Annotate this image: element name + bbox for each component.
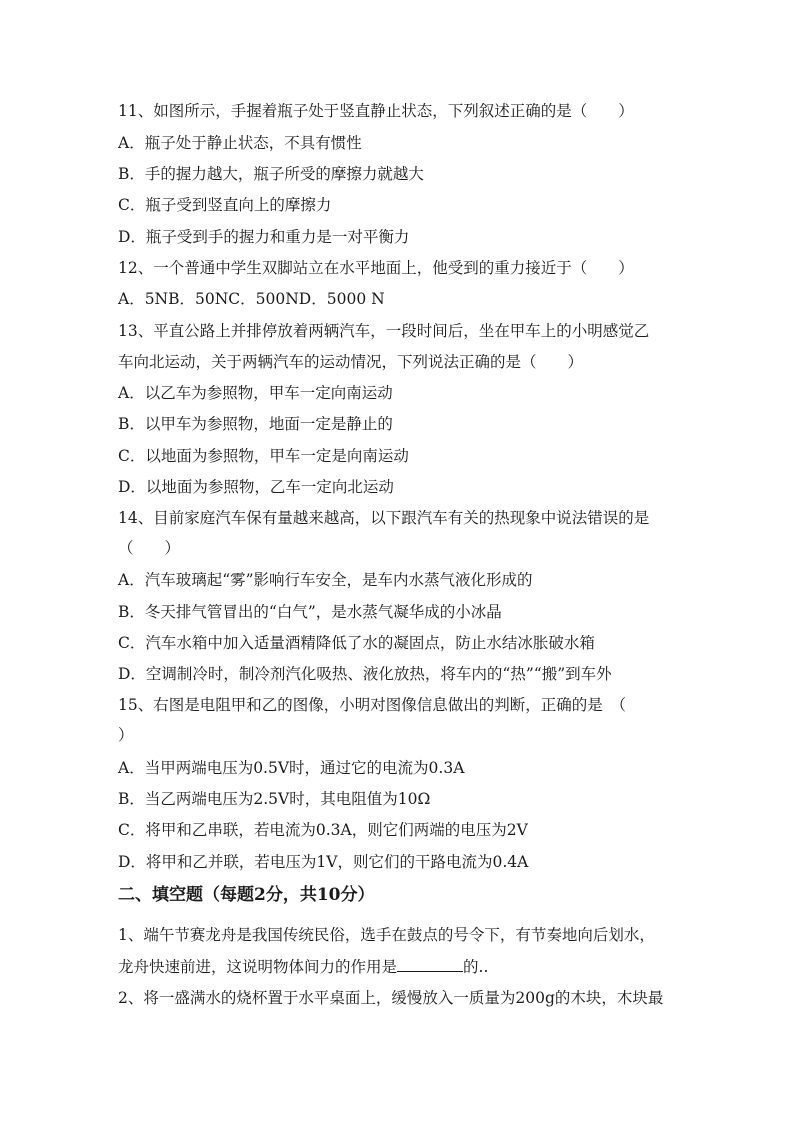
question-14-option-a: A．汽车玻璃起“雾”影响行车安全，是车内水蒸气液化形成的 [118, 571, 533, 589]
section-heading-fill-in: 二、填空题（每题2分，共10分） [118, 885, 375, 905]
question-15-option-b: B．当乙两端电压为2.5V时，其电阻值为10Ω [118, 790, 431, 808]
question-13-option-b: B．以甲车为参照物，地面一定是静止的 [118, 415, 393, 433]
question-11-stem: 11、如图所示，手握着瓶子处于竖直静止状态，下列叙述正确的是（ ） [118, 102, 634, 120]
question-12-stem: 12、一个普通中学生双脚站立在水平地面上，他受到的重力接近于（ ） [118, 259, 634, 277]
question-15-stem-line2: ） [118, 726, 134, 744]
question-15-option-a: A．当甲两端电压为0.5V时，通过它的电流为0.3A [118, 759, 465, 777]
fill-question-1-line2 [118, 957, 488, 977]
question-11-option-a: A．瓶子处于静止状态，不具有惯性 [118, 134, 362, 152]
question-15-option-d: D．将甲和乙并联，若电压为1V，则它们的干路电流为0.4A [118, 853, 529, 871]
question-13-option-a: A．以乙车为参照物，甲车一定向南运动 [118, 384, 393, 402]
question-15-stem-line1: 15、右图是电阻甲和乙的图像，小明对图像信息做出的判断，正确的是 （ [118, 696, 626, 714]
question-14-option-c: C．汽车水箱中加入适量酒精降低了水的凝固点，防止水结冰胀破水箱 [118, 634, 595, 652]
question-13-stem-line2: 车向北运动，关于两辆汽车的运动情况，下列说法正确的是（ ） [118, 353, 584, 371]
question-13-option-d: D．以地面为参照物，乙车一定向北运动 [118, 478, 394, 496]
question-15-option-c: C．将甲和乙串联，若电流为0.3A，则它们两端的电压为2V [118, 821, 528, 839]
fill-question-2-line1: 2、将一盛满水的烧杯置于水平桌面上，缓慢放入一质量为200g的木块，木块最 [118, 989, 664, 1007]
fill-question-1-text: 龙舟快速前进，这说明物体间力的作用是 [118, 958, 398, 976]
fill-question-1-suffix: 的.. [463, 958, 489, 976]
question-14-stem-line2: （ ） [118, 539, 181, 557]
question-11-option-c: C．瓶子受到竖直向上的摩擦力 [118, 196, 332, 214]
question-13-stem-line1: 13、平直公路上并排停放着两辆汽车，一段时间后，坐在甲车上的小明感觉乙 [118, 322, 650, 340]
fill-question-1-line1: 1、端午节赛龙舟是我国传统民俗，选手在鼓点的号令下，有节奏地向后划水， [118, 926, 655, 944]
question-11-option-b: B．手的握力越大，瓶子所受的摩擦力就越大 [118, 165, 424, 183]
question-14-option-b: B．冬天排气管冒出的“白气”，是水蒸气凝华成的小冰晶 [118, 603, 502, 621]
question-14-stem-line1: 14、目前家庭汽车保有量越来越高，以下跟汽车有关的热现象中说法错误的是 [118, 509, 650, 527]
question-14-option-d: D．空调制冷时，制冷剂汽化吸热、液化放热，将车内的“热”“搬”到车外 [118, 665, 612, 683]
answer-blank [397, 957, 463, 972]
question-11-option-d: D．瓶子受到手的握力和重力是一对平衡力 [118, 228, 410, 246]
question-13-option-c: C．以地面为参照物，甲车一定是向南运动 [118, 447, 409, 465]
question-12-options: A．5NB．50NC．500ND．5000 N [118, 290, 385, 308]
